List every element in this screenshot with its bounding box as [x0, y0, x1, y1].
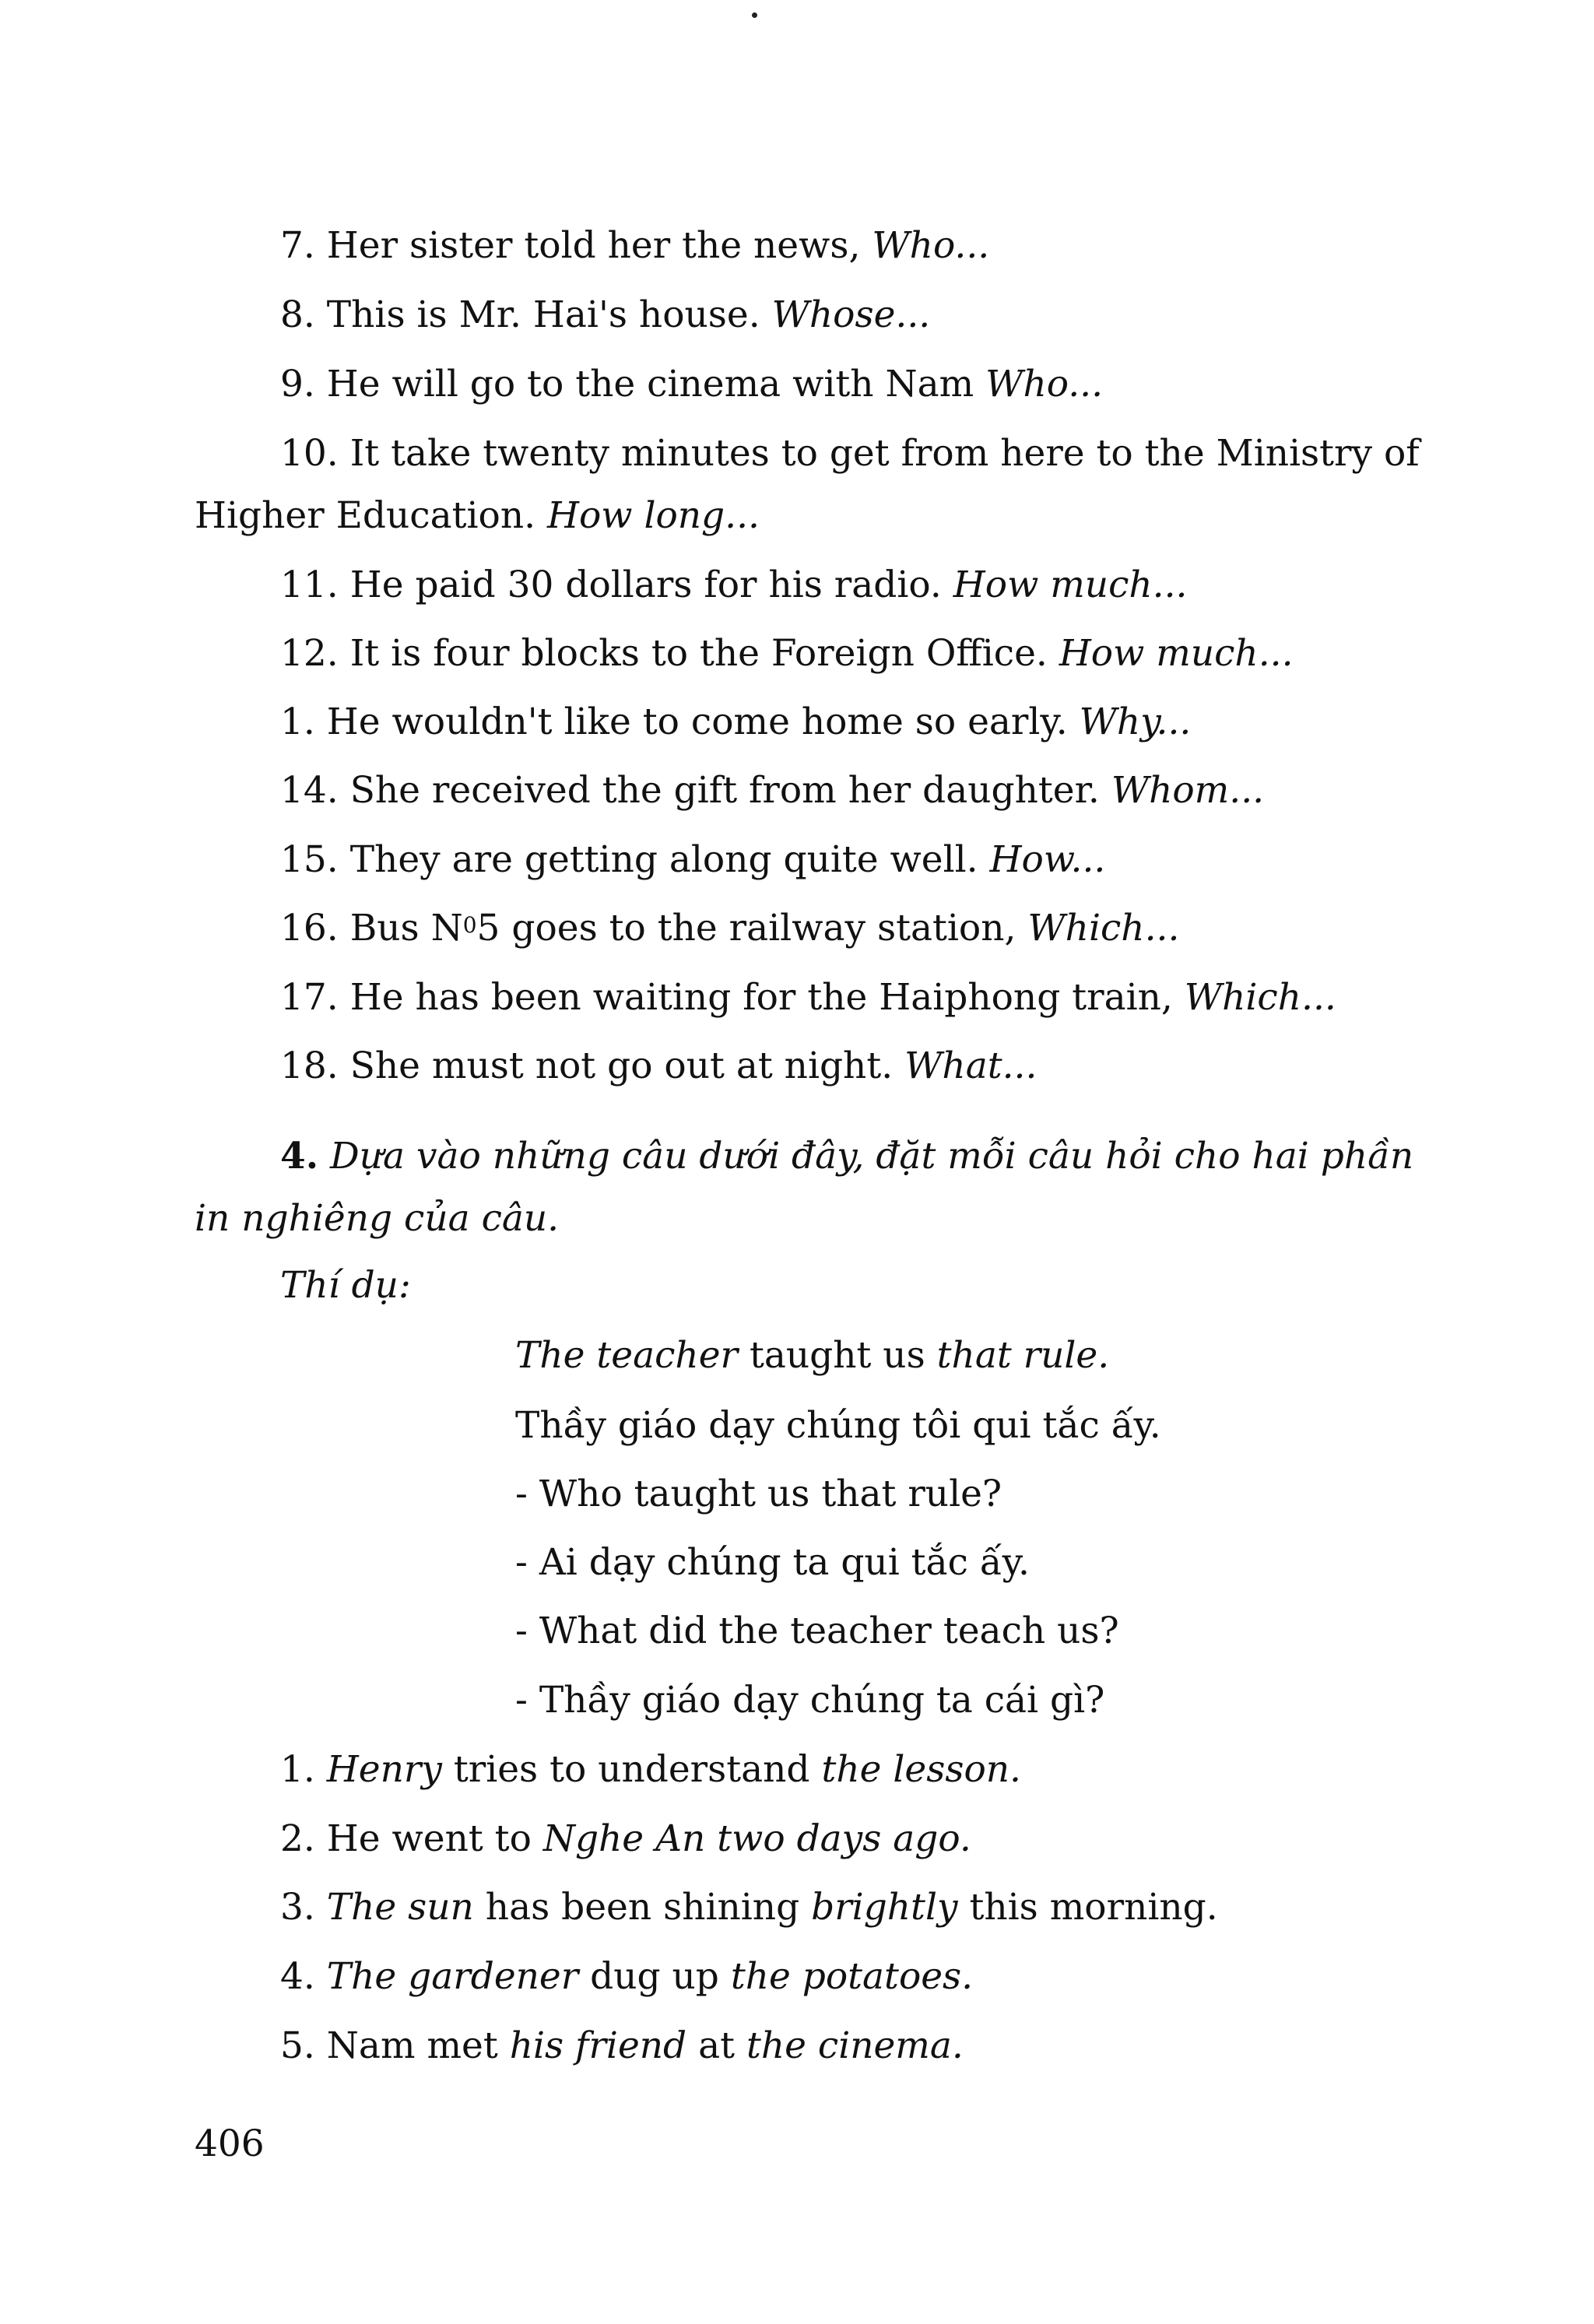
- ex3-item-12: 12. It is four blocks to the Foreign Office. How much...: [280, 632, 1294, 675]
- ex3-item-11: 11. He paid 30 dollars for his radio. How much...: [280, 563, 1188, 606]
- ex3-item-10: 10. It take twenty minutes to get from here to the Ministry of: [280, 432, 1420, 475]
- ex3-item-9: 9. He will go to the cinema with Nam Who...: [280, 363, 1104, 405]
- scan-speck: [752, 12, 757, 18]
- example-translation: Thầy giáo dạy chúng tôi qui tắc ấy.: [515, 1404, 1161, 1447]
- example-sentence: The teacher taught us that rule.: [515, 1334, 1110, 1377]
- ex3-item-14: 14. She received the gift from her daughter. Whom...: [280, 769, 1265, 812]
- ex3-item-10-cont: Higher Education. How long...: [195, 494, 760, 537]
- ex3-item-8: 8. This is Mr. Hai's house. Whose...: [280, 293, 931, 336]
- example-question-1: - Who taught us that rule?: [515, 1473, 1002, 1515]
- ex3-item-17: 17. He has been waiting for the Haiphong train, Which...: [280, 976, 1336, 1019]
- example-question-2: - What did the teacher teach us?: [515, 1610, 1119, 1652]
- ex3-item-18: 18. She must not go out at night. What...: [280, 1044, 1038, 1087]
- ex4-instruction-line2: in nghiêng của câu.: [195, 1197, 560, 1240]
- ex3-item-15: 15. They are getting along quite well. How...: [280, 838, 1106, 881]
- page-number: 406: [195, 2122, 265, 2165]
- ex4-item-3: 3. The sun has been shining brightly this morning.: [280, 1886, 1218, 1929]
- ex4-instruction-line1: 4. Dựa vào những câu dưới đây, đặt mỗi câu hỏi cho hai phần: [280, 1135, 1414, 1178]
- example-question-1-vi: - Ai dạy chúng ta qui tắc ấy.: [515, 1541, 1030, 1584]
- example-question-2-vi: - Thầy giáo dạy chúng ta cái gì?: [515, 1679, 1105, 1722]
- ex4-item-4: 4. The gardener dug up the potatoes.: [280, 1955, 974, 1998]
- example-label: Thí dụ:: [280, 1264, 411, 1307]
- ex4-item-5: 5. Nam met his friend at the cinema.: [280, 2024, 964, 2067]
- ex3-item-16: 16. Bus $N^05$ goes to the railway station, Which...: [280, 907, 1180, 950]
- ex3-item-7: 7. Her sister told her the news, Who...: [280, 224, 990, 267]
- ex4-item-1: 1. Henry tries to understand the lesson.: [280, 1748, 1021, 1791]
- ex3-item-13: 1. He wouldn't like to come home so early. Why...: [280, 700, 1192, 743]
- ex4-item-2: 2. He went to Nghe An two days ago.: [280, 1817, 971, 1860]
